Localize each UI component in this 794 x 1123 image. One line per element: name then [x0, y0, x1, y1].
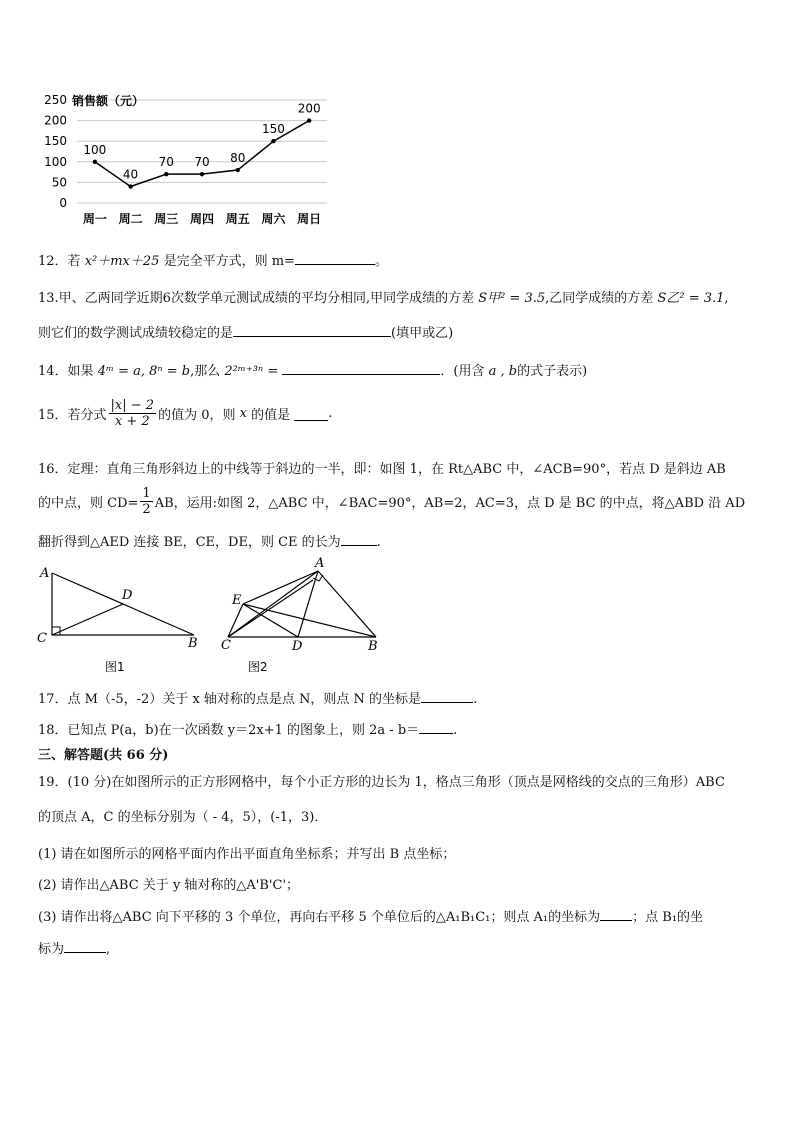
fig1-caption: 图1	[105, 660, 125, 674]
fig1-label-A: A	[40, 566, 50, 581]
question-16-line3: 翻折得到△AED 连接 BE，CE，DE，则 CE 的长为 .	[38, 531, 381, 550]
chart-data-point	[271, 139, 275, 143]
chart-x-tick-label: 周五	[225, 212, 250, 226]
fig2-label-C: C	[221, 638, 231, 653]
chart-data-label: 40	[122, 167, 139, 182]
fig2-label-A: A	[315, 556, 325, 571]
chart-data-label: 150	[261, 122, 285, 137]
q14-answer-blank[interactable]	[282, 360, 440, 375]
sales-line-chart	[30, 88, 340, 233]
question-19-part3-cont: 标为 ,	[38, 938, 110, 957]
q12-text: 是完全平方式，则 m=	[163, 254, 295, 269]
q18-answer-blank[interactable]	[419, 719, 453, 734]
chart-y-axis-label: 销售额（元）	[72, 94, 145, 108]
question-16-line1: 16．定理：直角三角形斜边上的中线等于斜边的一半，即：如图 1，在 Rt△ABC 中，∠ACB=90°，若点 D 是斜边 AB	[38, 462, 726, 477]
question-16-line2: 的中点，则 CD= $\frac{1}{2}$ AB，运用:如图 2，△ABC 中，∠BAC=90°，AB=2，AC=3，点 D 是 BC 的中点，将△ABD 沿 AD	[38, 486, 746, 517]
chart-data-label: 70	[158, 155, 174, 170]
fig2-label-B: B	[368, 639, 378, 654]
chart-y-tick-label: 250	[44, 93, 67, 107]
chart-data-label: 80	[230, 151, 246, 166]
q12-number: 12．若	[38, 254, 81, 269]
chart-data-label: 70	[194, 155, 210, 170]
q13-variance-jia: S甲² = 3.5	[478, 291, 546, 306]
question-19-part1: (1) 请在如图所示的网格平面内作出平面直角坐标系；并写出 B 点坐标；	[38, 847, 456, 862]
q17-answer-blank[interactable]	[421, 688, 473, 703]
fig2-caption: 图2	[248, 660, 268, 674]
section-heading: 三、解答题(共 66 分)	[38, 748, 169, 763]
question-18: 18．已知点 P(a，b)在一次函数 y＝2x+1 的图象上，则 2a - b＝ .	[38, 719, 457, 738]
chart-data-point	[93, 160, 97, 164]
figure-1	[32, 558, 212, 678]
chart-x-tick-label: 周三	[154, 212, 179, 226]
chart-data-point	[200, 172, 204, 176]
chart-data-label: 100	[83, 142, 107, 157]
chart-x-tick-label: 周日	[297, 212, 322, 226]
fig2-label-D: D	[292, 639, 303, 654]
chart-data-point	[128, 184, 132, 188]
chart-y-tick-label: 100	[44, 154, 67, 169]
figure-2	[218, 552, 388, 677]
q16-fraction-half: $\frac{1}{2}$	[142, 486, 151, 517]
question-14: 14．如果 4ᵐ = a, 8ⁿ = b,那么 2²ᵐ⁺³ⁿ = ．(用含 a , b的式子表示)	[38, 360, 587, 379]
chart-x-tick-label: 周六	[261, 212, 286, 226]
question-13-line2: 则它们的数学测试成绩较稳定的是 (填甲或乙)	[38, 322, 453, 341]
question-19-part3: (3) 请作出将△ABC 向下平移的 3 个单位，再向右平移 5 个单位后的△A₁B₁C₁；则点 A₁的坐标为 ；点 B₁的坐	[38, 906, 703, 925]
chart-data-point	[236, 168, 240, 172]
question-19-part2: (2) 请作出△ABC 关于 y 轴对称的△A'B'C'；	[38, 878, 300, 893]
chart-data-point	[164, 172, 168, 176]
chart-x-tick-label: 周二	[118, 212, 143, 226]
chart-y-tick-label: 200	[44, 113, 67, 128]
fig1-label-D: D	[122, 588, 133, 603]
q13-answer-blank[interactable]	[233, 322, 391, 337]
question-15: 15．若分式 |x| − 2 x + 2 的值为 0，则 x 的值是 .	[38, 398, 333, 429]
chart-y-tick-label: 50	[51, 175, 67, 190]
question-19-line2: 的顶点 A，C 的坐标分别为（ - 4，5），(-1，3)．	[38, 810, 328, 825]
q15-answer-blank[interactable]	[294, 406, 328, 421]
chart-x-tick-label: 周一	[82, 212, 107, 226]
q13-variance-yi: S乙² = 3.1	[657, 291, 725, 306]
chart-y-tick-label: 150	[44, 134, 67, 149]
chart-y-tick-label: 0	[59, 196, 67, 210]
question-17: 17．点 M（-5，-2）关于 x 轴对称的点是点 N，则点 N 的坐标是 .	[38, 688, 477, 707]
question-12: 12．若 x²＋mx＋25 是完全平方式，则 m= 。	[38, 250, 388, 269]
q19-b1-answer-blank[interactable]	[64, 938, 106, 953]
chart-x-tick-label: 周四	[189, 212, 215, 226]
fig1-label-B: B	[188, 636, 198, 651]
q16-answer-blank[interactable]	[341, 531, 377, 546]
q12-answer-blank[interactable]	[295, 250, 375, 265]
chart-data-label: 200	[297, 101, 321, 116]
chart-data-point	[307, 118, 311, 122]
question-13-line1: 13.甲、乙两同学近期6次数学单元测试成绩的平均分相同,甲同学成绩的方差 S甲² = 3.5,乙同学成绩的方差 S乙² = 3.1,	[38, 291, 729, 306]
fig1-label-C: C	[37, 631, 47, 646]
q12-expression: x²＋mx＋25	[84, 254, 160, 269]
question-19-line1: 19．(10 分)在如图所示的正方形网格中，每个小正方形的边长为 1，格点三角形（顶点是网格线的交点的三角形）ABC	[38, 775, 725, 790]
q19-a1-answer-blank[interactable]	[600, 906, 632, 921]
fig2-label-E: E	[232, 593, 242, 608]
q15-fraction: |x| − 2 x + 2	[110, 398, 155, 429]
